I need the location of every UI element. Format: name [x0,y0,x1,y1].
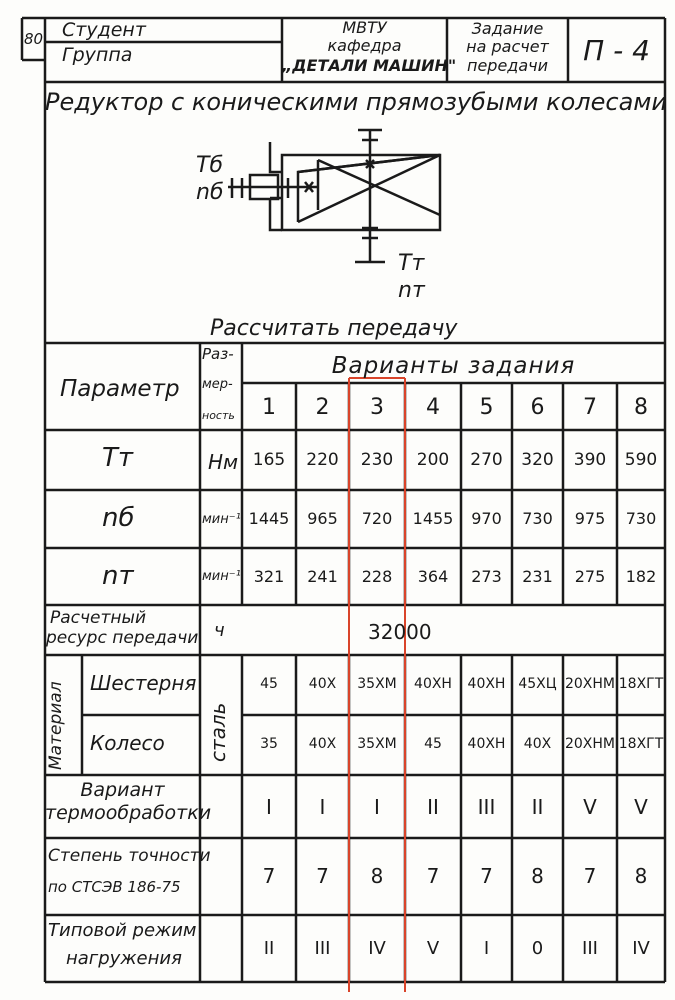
dim-header-1: Раз- [202,345,234,363]
nt-value-4: 364 [417,567,449,586]
row-label-nb: nб [102,503,135,533]
tt-value-7: 390 [573,450,607,470]
wheel-material-8: 18ХГТ [618,736,664,752]
heat-value-7: V [583,795,597,819]
resource-label-2: ресурс передачи [46,628,199,648]
tt-value-1: 165 [252,450,286,470]
accuracy-value-4: 7 [426,864,440,888]
nt-value-1: 321 [253,567,285,586]
nt-value-3: 228 [361,567,393,586]
load-label-2: нагружения [66,948,182,969]
page-number: 80 [24,30,44,48]
accuracy-value-6: 8 [531,864,544,888]
task-label-1: Задание [471,19,544,38]
heat-value-4: II [427,795,439,819]
variant-number-2: 2 [315,395,330,420]
gear-material-6: 45ХЦ [518,676,557,692]
task-code: П - 4 [583,34,650,67]
variants-header: Варианты задания [331,353,576,379]
wheel-material-1: 35 [260,736,278,752]
variant-number-7: 7 [583,395,597,420]
gear-material-7: 20ХНМ [564,676,615,692]
accuracy-value-2: 7 [316,864,329,888]
material-unit: сталь [206,702,230,762]
gear-material-1: 45 [260,676,278,692]
heat-value-6: II [531,795,544,819]
param-header: Параметр [60,376,180,402]
wheel-material-4: 45 [424,736,442,752]
accuracy-label-2: по СТСЭВ 186-75 [48,878,181,896]
resource-label-1: Расчетный [50,608,147,628]
gear-material-4: 40ХН [414,676,452,692]
load-value-5: I [483,938,490,959]
nb-value-2: 965 [307,509,338,528]
row-unit-nb: мин⁻¹ [202,512,241,527]
nb-value-5: 970 [471,509,502,528]
accuracy-value-5: 7 [480,864,493,888]
wheel-material-7: 20ХНМ [564,736,615,752]
variant-number-1: 1 [262,395,276,420]
label-nt: nт [398,278,425,303]
wheel-label: Колесо [90,731,165,755]
tt-value-6: 320 [521,450,554,470]
nb-value-3: 720 [361,509,393,528]
gear-material-5: 40ХН [467,676,506,692]
variant-number-4: 4 [426,395,440,420]
nb-value-1: 1445 [248,509,290,528]
institute-name: МВТУ [342,18,387,37]
label-tt: Tт [398,251,425,276]
variant-number-3: 3 [370,395,384,420]
load-value-4: V [426,938,440,959]
nt-value-6: 231 [522,567,553,586]
student-label: Студент [62,19,146,41]
department-label: кафедра [327,36,402,55]
row-label-tt: Tт [102,443,134,473]
accuracy-label-1: Степень точности [48,846,211,866]
load-value-8: IV [632,938,650,959]
department-name: „ДЕТАЛИ МАШИН" [282,56,457,75]
heat-label-1: Вариант [80,779,165,801]
task-label-2: на расчет [466,37,549,56]
heat-value-2: I [319,795,326,819]
wheel-material-3: 35ХМ [357,736,397,752]
subtitle: Рассчитать передачу [210,316,458,341]
dim-header-3: ность [202,409,235,422]
load-value-6: 0 [531,938,544,959]
nt-value-5: 273 [471,567,502,586]
dim-header-2: мер- [202,377,233,392]
tt-value-2: 220 [306,450,339,470]
accuracy-value-8: 8 [634,864,648,888]
wheel-material-5: 40ХН [467,736,506,752]
accuracy-value-3: 8 [370,864,384,888]
load-value-3: IV [368,938,386,959]
heat-label-2: термообработки [45,802,212,824]
load-label-1: Типовой режим [48,920,197,941]
load-value-7: III [582,938,598,959]
tt-value-3: 230 [360,450,394,470]
resource-value: 32000 [368,620,432,644]
nb-value-4: 1455 [412,509,454,528]
gear-label: Шестерня [90,671,197,695]
row-label-nt: nт [102,561,134,591]
document-title: Редуктор с коническими прямозубыми колесами [45,88,668,116]
variant-number-5: 5 [479,395,494,420]
variant-number-8: 8 [634,395,648,420]
gear-material-2: 40Х [308,676,337,692]
accuracy-value-7: 7 [583,864,597,888]
material-group-label: Материал [46,681,66,770]
tt-value-8: 590 [624,450,658,470]
wheel-material-2: 40Х [308,736,337,752]
row-unit-nt: мин⁻¹ [202,569,241,584]
row-unit-tt: Нм [208,450,239,474]
nt-value-7: 275 [574,567,606,586]
accuracy-value-1: 7 [262,864,276,888]
wheel-material-6: 40Х [523,736,552,752]
nb-value-6: 730 [522,509,553,528]
gear-material-3: 35ХМ [357,676,397,692]
tt-value-5: 270 [470,450,503,470]
nb-value-7: 975 [574,509,606,528]
heat-value-8: V [634,795,648,819]
resource-unit: ч [214,620,225,641]
tt-value-4: 200 [416,450,450,470]
variant-number-6: 6 [530,395,545,420]
heat-value-3: I [374,795,380,819]
label-nb: nб [196,180,224,205]
nt-value-2: 241 [307,567,338,586]
group-label: Группа [62,44,133,66]
heat-value-5: III [477,795,496,819]
task-label-3: передачи [466,56,549,75]
load-value-2: III [314,938,331,959]
heat-value-1: I [266,795,272,819]
nt-value-8: 182 [625,567,657,586]
label-tb: Tб [196,153,224,178]
gear-material-8: 18ХГТ [618,676,664,692]
load-value-1: II [263,938,275,959]
nb-value-8: 730 [625,509,657,528]
